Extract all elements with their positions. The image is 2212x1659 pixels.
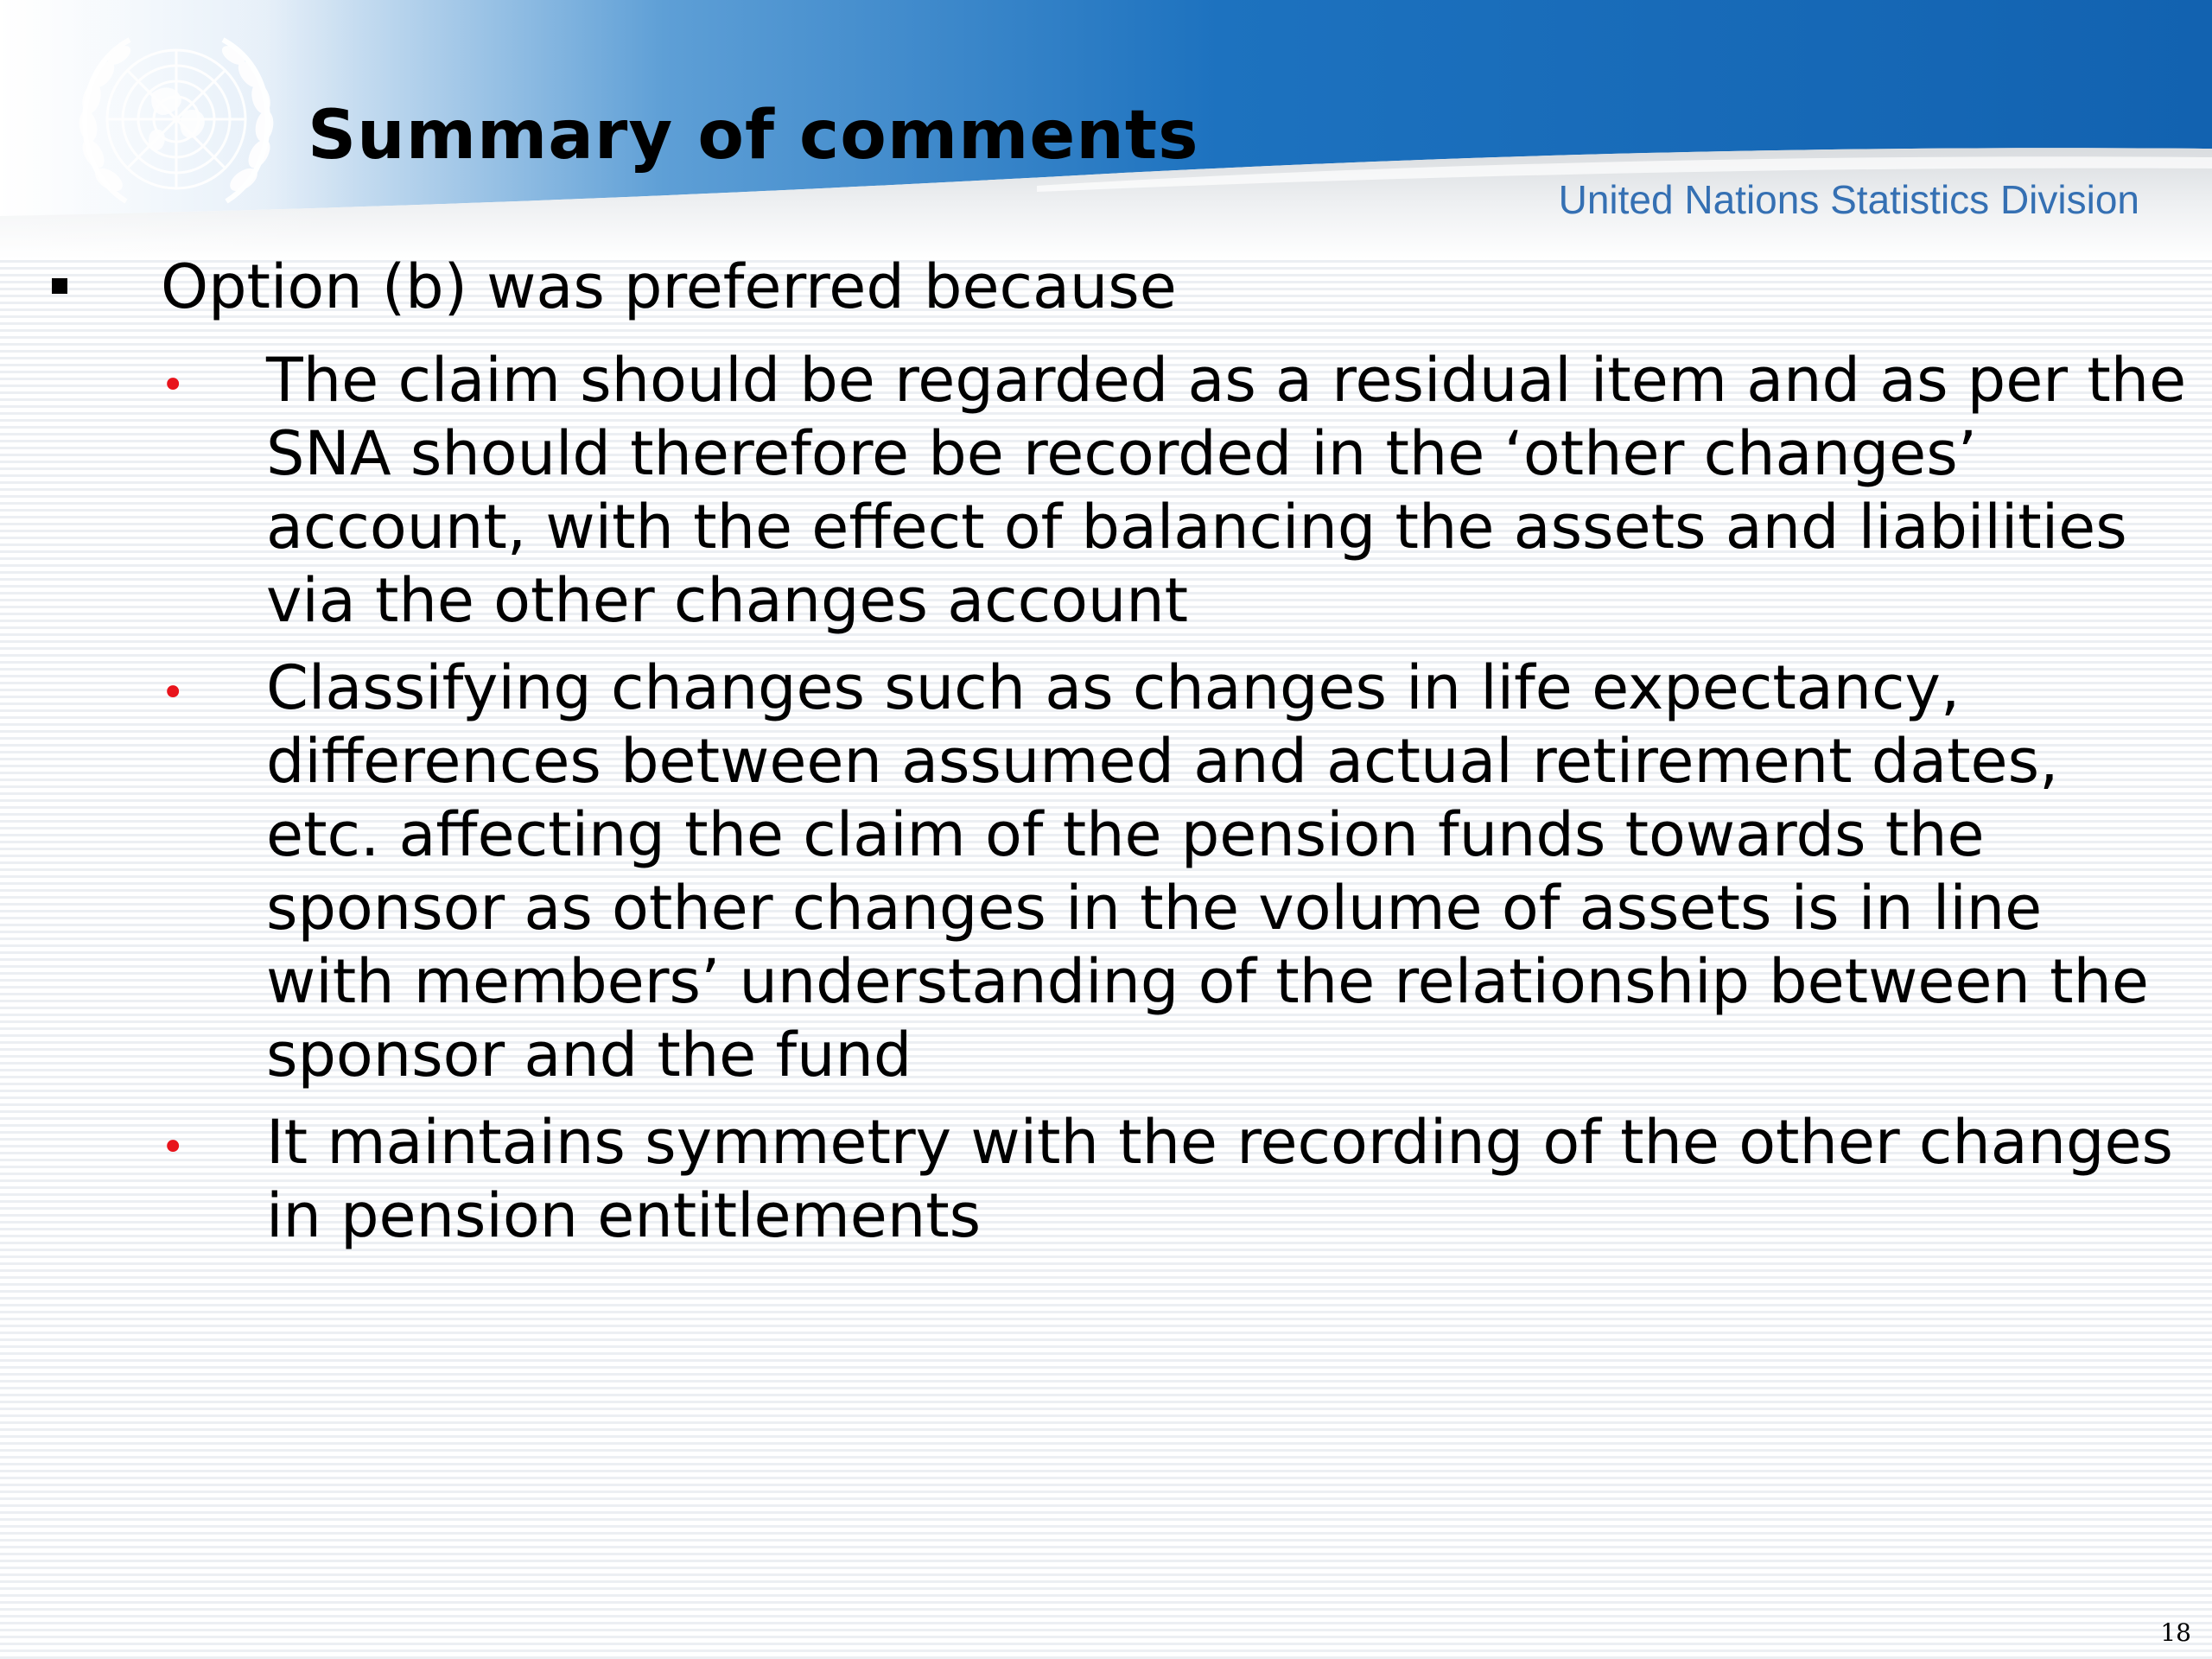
main-bullet-text: Option (b) was preferred because — [161, 251, 1177, 322]
red-dot-bullet-icon: • — [161, 669, 186, 717]
header-banner — [0, 0, 2212, 259]
united-nations-emblem-icon — [66, 24, 287, 223]
page-number: 18 — [2160, 1618, 2191, 1647]
organization-name: United Nations Statistics Division — [1558, 177, 2139, 222]
square-bullet-icon — [52, 278, 67, 294]
red-dot-bullet-icon: • — [161, 1123, 186, 1172]
sub-bullet-item — [0, 344, 2212, 638]
red-dot-bullet-icon: • — [161, 361, 186, 410]
slide-title: Summary of comments — [308, 97, 1199, 175]
sub-bullet-item — [0, 652, 2212, 1092]
sub-bullet-item — [0, 1106, 2212, 1253]
sub-bullet-text: It maintains symmetry with the recording of the other changes in pension entitlements — [266, 1107, 2174, 1251]
sub-bullet-text: The claim should be regarded as a residual item and as per the SNA should therefore be recorded in the ‘other changes’ account, with the effect of balancing the assets and liabilities via the other changes account — [266, 345, 2187, 636]
sub-bullet-text: Classifying changes such as changes in life expectancy, differences between assumed and actual retirement dates, etc. affecting the claim of the pension funds towards the sponsor as other changes in the volume of assets is in line with members’ understanding of the relationship between the sponsor and the fund — [266, 652, 2149, 1090]
sub-bullet-list — [0, 344, 2212, 1267]
